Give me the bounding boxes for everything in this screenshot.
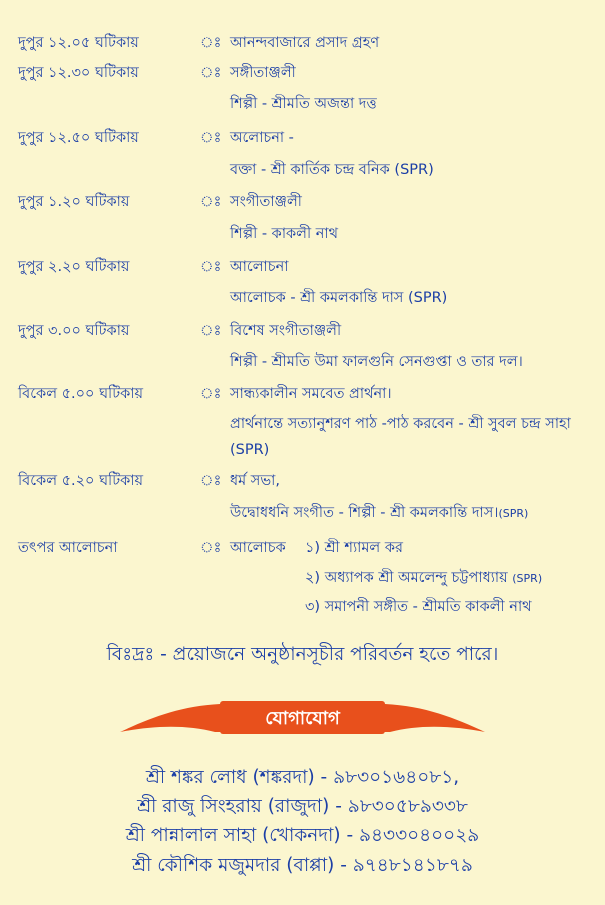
schedule-detail: সংগীতাঞ্জলী <box>230 194 302 210</box>
schedule-time: দুপুর ১২.০৫ ঘটিকায় <box>18 35 139 51</box>
schedule-detail: সঙ্গীতাঞ্জলী <box>230 65 296 81</box>
schedule-detail: বিশেষ সংগীতাঞ্জলী <box>230 323 342 339</box>
schedule-colon: ঃ <box>200 473 222 489</box>
schedule-detail: বক্তা - শ্রী কার্তিক চন্দ্র বনিক (SPR) <box>230 162 434 178</box>
discussion-time: তৎপর আলোচনা <box>18 540 118 556</box>
schedule-detail: আনন্দবাজারে প্রসাদ গ্রহণ <box>230 35 380 51</box>
schedule-time: বিকেল ৫.২০ ঘটিকায় <box>18 473 143 489</box>
spr-tag: (SPR) <box>512 572 543 585</box>
schedule-colon: ঃ <box>200 323 222 339</box>
schedule-time: দুপুর ১২.৫০ ঘটিকায় <box>18 130 139 146</box>
spr-tag: (SPR) <box>498 507 529 520</box>
schedule-time: বিকেল ৫.০০ ঘটিকায় <box>18 386 143 402</box>
schedule-time: দুপুর ৩.০০ ঘটিকায় <box>18 323 130 339</box>
notice-text: বিঃদ্রঃ - প্রয়োজনে অনুষ্ঠানসূচীর পরিবর্তন হতে পারে। <box>106 644 499 665</box>
schedule-detail: শিল্পী - শ্রীমতি উমা ফালগুনি সেনগুপ্তা ও তার দল। <box>230 354 523 370</box>
schedule-detail: আলোচক - শ্রী কমলকান্তি দাস (SPR) <box>230 290 448 306</box>
schedule-detail <box>230 503 528 524</box>
contact-line: শ্রী রাজু সিংহরায় (রাজুদা) - ৯৮৩০৫৮৯৩৩৮ <box>137 796 468 817</box>
schedule-detail-text: উদ্বোধধনি সংগীত - শিল্পী - শ্রী কমলকান্তি দাস। <box>230 505 499 521</box>
schedule-time: দুপুর ২.২০ ঘটিকায় <box>18 259 130 275</box>
speaker-item <box>305 568 542 589</box>
schedule-time: দুপুর ১২.৩০ ঘটিকায় <box>18 65 139 81</box>
speaker-item: ১) শ্রী শ্যামল কর <box>305 540 403 556</box>
schedule-detail: শিল্পী - কাকলী নাথ <box>230 226 338 242</box>
schedule-detail: শিল্পী - শ্রীমতি অজন্তা দত্ত <box>230 96 377 112</box>
speaker-item: ৩) সমাপনী সঙ্গীত - শ্রীমতি কাকলী নাথ <box>305 599 532 615</box>
schedule-colon: ঃ <box>200 65 222 81</box>
schedule-detail: সান্ধ্যকালীন সমবেত প্রার্থনা। <box>230 386 392 402</box>
contact-line: শ্রী শঙ্কর লোধ (শঙ্করদা) - ৯৮৩০১৬৪০৮১, <box>145 767 460 788</box>
schedule-colon: ঃ <box>200 259 222 275</box>
schedule-colon: ঃ <box>200 386 222 402</box>
contact-line: শ্রী কৌশিক মজুমদার (বাপ্পা) - ৯৭৪৮১৪১৮৭৯ <box>132 855 473 876</box>
contact-banner-title: যোগাযোগ <box>265 708 340 729</box>
schedule-colon: ঃ <box>200 35 222 51</box>
contact-line: শ্রী পান্নালাল সাহা (খোকনদা) - ৯৪৩৩০৪০০২৯ <box>125 825 480 846</box>
discussion-label: আলোচক <box>230 540 286 556</box>
speaker-text: ২) অধ্যাপক শ্রী অমলেন্দু চট্টপাধ্যায় <box>305 570 508 586</box>
schedule-colon: ঃ <box>200 130 222 146</box>
schedule-detail: অলোচনা - <box>230 130 294 146</box>
schedule-detail: ধর্ম সভা, <box>230 473 280 489</box>
schedule-colon: ঃ <box>200 194 222 210</box>
schedule-detail: আলোচনা <box>230 259 289 275</box>
schedule-time: দুপুর ১.২০ ঘটিকায় <box>18 194 130 210</box>
schedule-colon: ঃ <box>200 540 222 556</box>
schedule-detail-wrapped: প্রার্থনান্তে সত্যানুশরণ পাঠ -পাঠ করবেন - শ্রী সুবল চন্দ্র সাহা (SPR) <box>230 416 571 458</box>
